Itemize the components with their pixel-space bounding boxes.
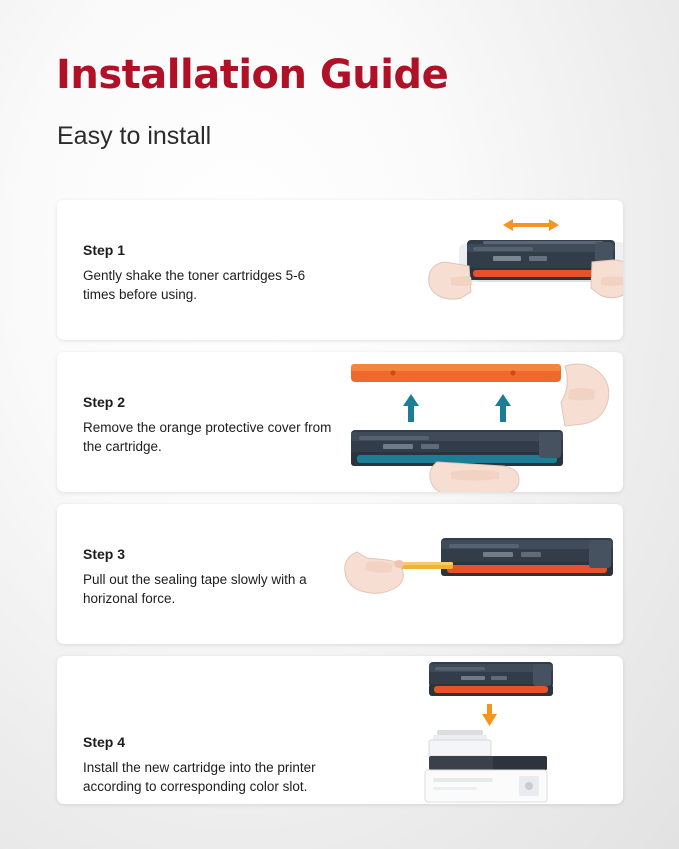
step-card-4 (57, 656, 623, 804)
step-card-2 (57, 352, 623, 492)
install-cartridge-printer-icon (333, 656, 623, 804)
step-4-text (83, 734, 333, 796)
step-1-text (83, 242, 333, 304)
step-3-label: Step 3 (83, 546, 126, 562)
page-title: Installation Guide (56, 52, 449, 98)
step-2-description: Remove the orange protective cover from the cartridge. (83, 420, 332, 454)
step-4-label: Step 4 (83, 734, 126, 750)
step-1-description: Gently shake the toner cartridges 5-6 times before using. (83, 268, 306, 302)
step-2-label: Step 2 (83, 394, 126, 410)
step-card-3 (57, 504, 623, 644)
pull-sealing-tape-icon (333, 504, 623, 644)
step-card-1 (57, 200, 623, 340)
step-4-description: Install the new cartridge into the printer according to corresponding color slot. (83, 760, 316, 794)
steps-list (57, 200, 623, 816)
step-3-text (83, 546, 333, 608)
step-1-illustration (333, 200, 623, 340)
page-subtitle: Easy to install (57, 122, 212, 150)
remove-orange-cover-icon (333, 352, 623, 492)
step-3-illustration (333, 504, 623, 644)
step-2-text (83, 394, 333, 456)
step-1-label: Step 1 (83, 242, 126, 258)
step-3-description: Pull out the sealing tape slowly with a horizonal force. (83, 572, 307, 606)
step-2-illustration (333, 352, 623, 492)
shaking-cartridge-icon (333, 200, 623, 340)
step-4-illustration (333, 656, 623, 804)
